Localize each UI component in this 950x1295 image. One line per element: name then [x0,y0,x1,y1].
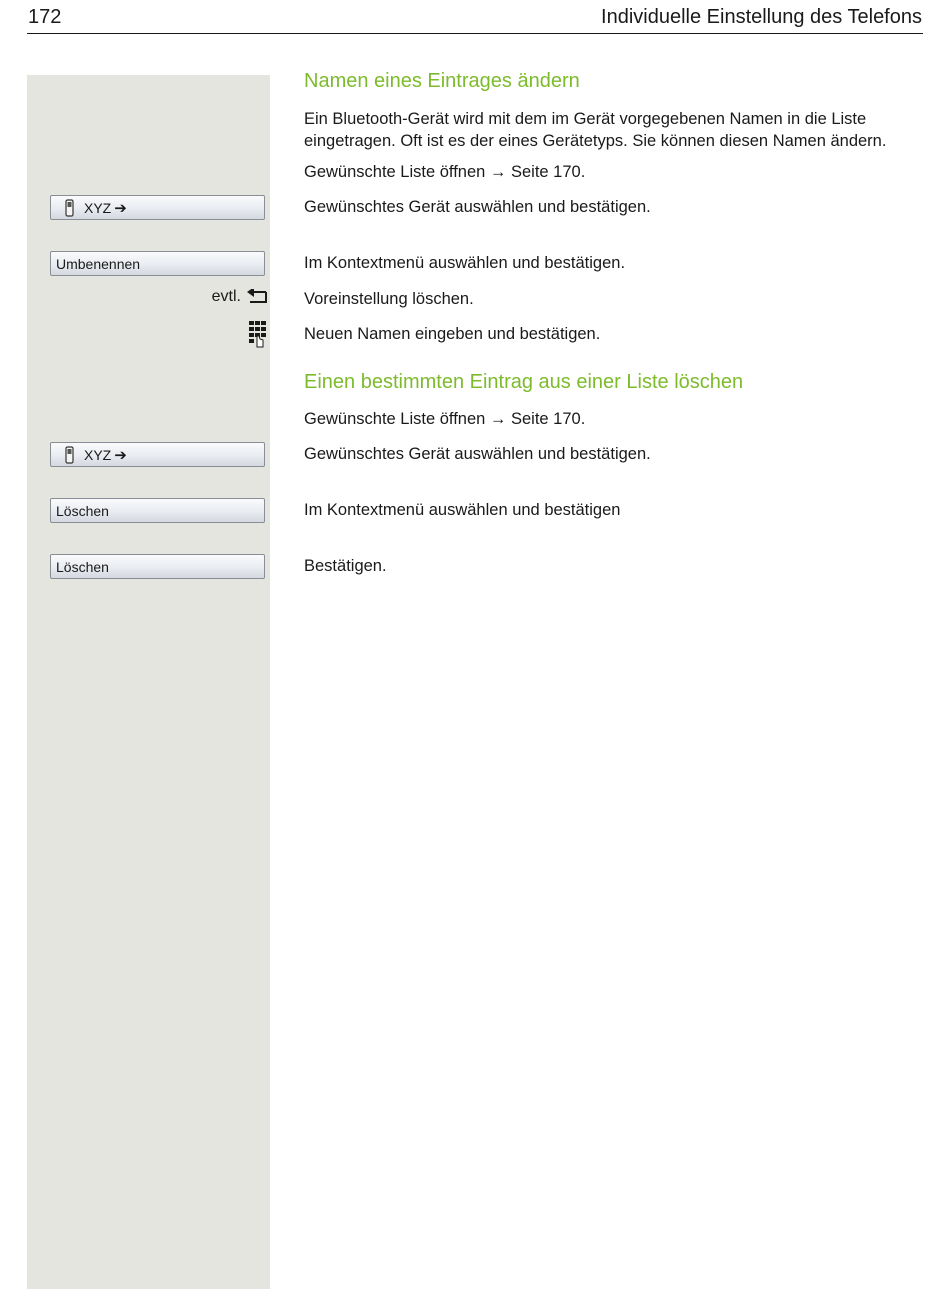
step-text: Gewünschte Liste öffnen → Seite 170. [304,163,586,181]
step-text: Gewünschte Liste öffnen → Seite 170. [304,410,586,428]
phone-device-icon [62,446,78,464]
step-text: Im Kontextmenü auswählen und bestätigen. [304,254,626,272]
step-text: Bestätigen. [304,557,387,575]
section-heading-rename: Namen eines Eintrages ändern [304,70,580,92]
arrow-right-icon: ➔ [114,199,127,217]
keypad-icon [248,320,268,348]
arrow-right-icon: ➔ [114,446,127,464]
delete-button[interactable]: Löschen [50,498,265,523]
running-title: Individuelle Einstellung des Telefons [601,6,922,28]
page-number: 172 [28,6,62,28]
section-intro: Ein Bluetooth-Gerät wird mit dem im Gerät vorgegebenen Namen in die Liste eingetragen. Oft ist es der eines Gerätetyps. Sie können diesen Namen ändern. [304,110,887,150]
delete-confirm-button[interactable]: Löschen [50,554,265,579]
step-text: Im Kontextmenü auswählen und bestätigen [304,501,621,519]
step-text: Neuen Namen eingeben und bestätigen. [304,325,601,343]
step-text: Gewünschtes Gerät auswählen und bestätigen. [304,445,651,463]
rename-button[interactable]: Umbenennen [50,251,265,276]
header-rule [27,33,923,34]
section-heading-delete: Einen bestimmten Eintrag aus einer Liste löschen [304,371,744,393]
backspace-hint [212,288,268,306]
device-entry-button[interactable] [50,442,265,467]
step-text: Gewünschtes Gerät auswählen und bestätigen. [304,198,651,216]
device-entry-label: XYZ [84,199,112,216]
device-entry-button[interactable] [50,195,265,220]
keypad-hint [243,320,268,348]
backspace-icon [246,289,268,305]
device-entry-label: XYZ [84,446,112,463]
phone-device-icon [62,199,78,217]
optional-label: evtl. [211,288,241,305]
step-text: Voreinstellung löschen. [304,290,474,308]
